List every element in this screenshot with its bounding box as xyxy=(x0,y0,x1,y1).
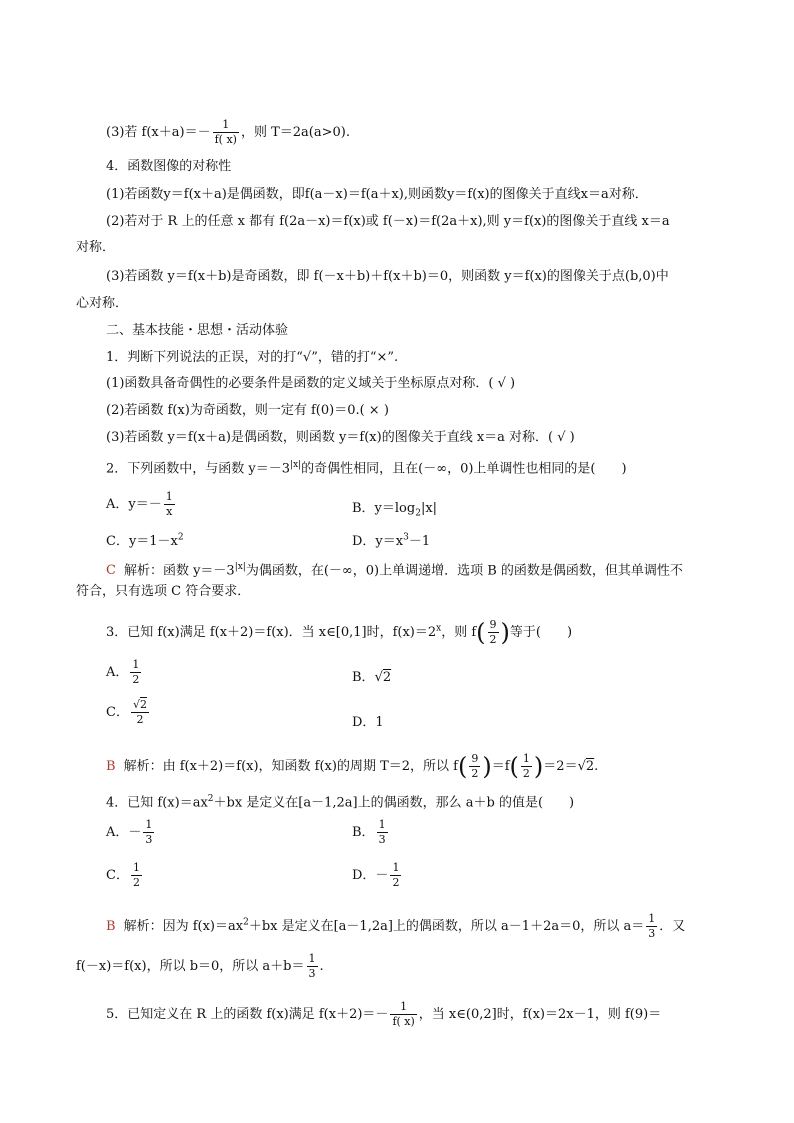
option-d: D．$y=x^3-1$ xyxy=(352,532,431,549)
text-line: 对称． xyxy=(76,240,116,255)
option-b: B．√2 xyxy=(352,670,392,685)
text-line: (2)若函数 f(x)为奇函数，则一定有 f(0)＝0.( × ) xyxy=(106,403,389,418)
text-line: f(－x)＝f(x)，所以 b＝0，所以 a＋b＝ $\frac{1}{3}$ . xyxy=(76,952,324,980)
question-line: 3．已知 f(x)满足 f(x＋2)＝f(x)．当 x∈[0,1]时，$f(x)=2^x$，则 f( $\frac{9}{2}$ )等于( ) xyxy=(106,618,573,647)
text-line: 心对称． xyxy=(76,296,129,311)
answer-letter: B xyxy=(106,759,116,774)
option-d: D．1 xyxy=(352,715,384,730)
answer-line: B 解析：因为 $f(x)=ax^2+bx$ 是定义在[a－1,2a]上的偶函数，所以 a－1＋2a＝0，所以 a＝ $\frac{1}{3}$ ．又 xyxy=(106,912,686,940)
option-a: A．－ $\frac{1}{3}$ xyxy=(106,818,153,846)
option-b: B． $\frac{1}{3}$ xyxy=(352,818,386,846)
question-line: 2．下列函数中，与函数 $y=-3^{|x|}$的奇偶性相同，且在(－∞，0)上单调性也相同的是( ) xyxy=(106,460,627,477)
question-line: 4．已知 $f(x)=ax^2+bx$ 是定义在[a－1,2a]上的偶函数，那么 a＋b 的值是( ) xyxy=(106,794,575,811)
question-line: 5．已知定义在 R 上的函数 f(x)满足 f(x＋2)＝－ $\frac{1}{f( x)}$ ，当 x∈(0,2]时，f(x)＝2x－1，则 f(9)＝ xyxy=(106,1000,662,1028)
text-line: (2)若对于 R 上的任意 x 都有 f(2a－x)＝f(x)或 f(－x)＝f(2a＋x),则 y＝f(x)的图像关于直线 x＝a xyxy=(106,214,670,229)
option-d: D．－ $\frac{1}{2}$ xyxy=(352,861,400,889)
answer-letter: C xyxy=(106,563,116,579)
section-heading: 4．函数图像的对称性 xyxy=(106,159,232,174)
text-line: (3)若函数 y＝f(x＋a)是偶函数，则函数 y＝f(x)的图像关于直线 x＝a 对称．( √ ) xyxy=(106,430,575,445)
text-line: (3)若 f(x＋a)＝－ $\frac{1}{f( x)}$ ，则 T＝2a(a>0). xyxy=(106,118,350,146)
question-line: 1．判断下列说法的正误，对的打“√”，错的打“×”. xyxy=(106,350,399,365)
answer-line: B 解析：由 f(x＋2)＝f(x)，知函数 f(x)的周期 T＝2，所以 f( $\frac{9}{2}$ )＝f( $\frac{1}{2}$ )＝2＝√2. xyxy=(106,752,599,781)
text-line: 符合，只有选项 C 符合要求． xyxy=(76,584,251,599)
fraction: $\frac{1}{f( x)}$ xyxy=(214,118,237,146)
option-b: B．$y=\log_2|x|$ xyxy=(352,501,438,519)
option-c: C． $\frac{√2}{2}$ xyxy=(106,698,147,726)
section-heading: 二、基本技能・思想・活动体验 xyxy=(106,323,289,338)
answer-letter: B xyxy=(106,919,116,934)
text-line: (1)函数具备奇偶性的必要条件是函数的定义域关于坐标原点对称．( √ ) xyxy=(106,376,516,391)
option-a: A． $\frac{1}{2}$ xyxy=(106,658,140,686)
text-line: (1)若函数y＝f(x＋a)是偶函数，即f(a－x)＝f(a＋x),则函数y＝f(x)的图像关于直线x＝a对称． xyxy=(106,187,648,202)
option-a: A．y＝－ $\frac{1}{x}$ xyxy=(106,490,173,518)
text-line: (3)若函数 y＝f(x＋b)是奇函数，即 f(－x＋b)＋f(x＋b)＝0，则函数 y＝f(x)的图像关于点(b,0)中 xyxy=(106,269,669,284)
option-c: C． $\frac{1}{2}$ xyxy=(106,861,140,889)
answer-line: C 解析：函数 $y=-3^{|x|}$为偶函数，在(－∞，0)上单调递增．选项 B 的函数是偶函数，但其单调性不 xyxy=(106,562,683,579)
option-c: C．$y=1-x^2$ xyxy=(106,532,184,549)
